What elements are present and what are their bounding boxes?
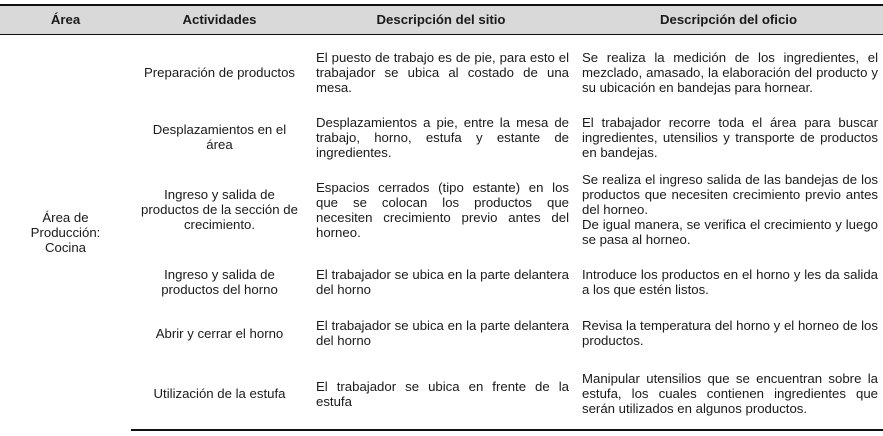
oficio-paragraph-2: De igual manera, se verifica el crecimiento y luego se pasa al horneo. bbox=[582, 217, 878, 247]
oficio-cell: El trabajador recorre toda el área para buscar ingredientes, utensilios y transporte de productos en bandejas. bbox=[582, 114, 878, 160]
sitio-cell: El trabajador se ubica en frente de la estufa bbox=[308, 358, 574, 430]
table-row bbox=[0, 255, 883, 308]
actividad-cell: Preparación de productos bbox=[143, 64, 296, 80]
actividad-cell: Utilización de la estufa bbox=[131, 358, 308, 430]
table-row bbox=[0, 110, 883, 164]
table-row bbox=[0, 164, 883, 255]
actividad-cell: Ingreso y salida de productos del horno bbox=[161, 266, 278, 297]
oficio-cell: Revisa la temperatura del horno y el horneo de los productos. bbox=[582, 318, 878, 348]
area-line-1: Área de bbox=[42, 209, 89, 225]
table-body bbox=[0, 34, 883, 430]
table-row bbox=[0, 308, 883, 358]
sitio-cell: El trabajador se ubica en la parte delantera del horno bbox=[316, 266, 569, 297]
sitio-cell: El trabajador se ubica en la parte delantera del horno bbox=[316, 318, 569, 348]
table-row bbox=[0, 358, 883, 430]
sitio-cell: Desplazamientos a pie, entre la mesa de trabajo, horno, estufa y estante de ingredientes. bbox=[316, 114, 569, 160]
activities-table bbox=[0, 4, 883, 431]
table-header bbox=[0, 5, 883, 34]
actividad-cell: Abrir y cerrar el horno bbox=[155, 325, 284, 341]
sitio-cell: El puesto de trabajo es de pie, para esto el trabajador se ubica al costado de una mesa. bbox=[316, 49, 569, 95]
area-cell bbox=[0, 34, 131, 430]
area-line-3: Cocina bbox=[44, 239, 87, 255]
header-area: Área bbox=[0, 5, 131, 34]
area-line-2: Producción: bbox=[30, 224, 101, 240]
header-actividades: Actividades bbox=[131, 5, 308, 34]
header-descripcion-oficio: Descripción del oficio bbox=[574, 5, 883, 34]
oficio-cell: Manipular utensilios que se encuentran sobre la estufa, los cuales contienen ingredientes que serán utilizados en algunos productos. bbox=[574, 358, 883, 430]
oficio-cell bbox=[574, 164, 883, 255]
actividad-cell: Desplazamientos en el área bbox=[152, 122, 287, 152]
oficio-cell: Se realiza la medición de los ingredientes, el mezclado, amasado, la elaboración del producto y su ubicación en bandejas para hornear. bbox=[582, 49, 878, 95]
table-row bbox=[0, 34, 883, 110]
sitio-cell: Espacios cerrados (tipo estante) en los que se colocan los productos que necesiten crecimiento previo antes del horneo. bbox=[316, 179, 569, 240]
oficio-paragraph-1: Se realiza el ingreso salida de las bandejas de los productos que necesiten crecimiento previo antes del horneo. bbox=[582, 172, 878, 217]
actividad-cell: Ingreso y salida de productos de la sección de crecimiento. bbox=[141, 187, 298, 232]
oficio-cell: Introduce los productos en el horno y les da salida a los que estén listos. bbox=[582, 266, 878, 297]
header-descripcion-sitio: Descripción del sitio bbox=[308, 5, 574, 34]
